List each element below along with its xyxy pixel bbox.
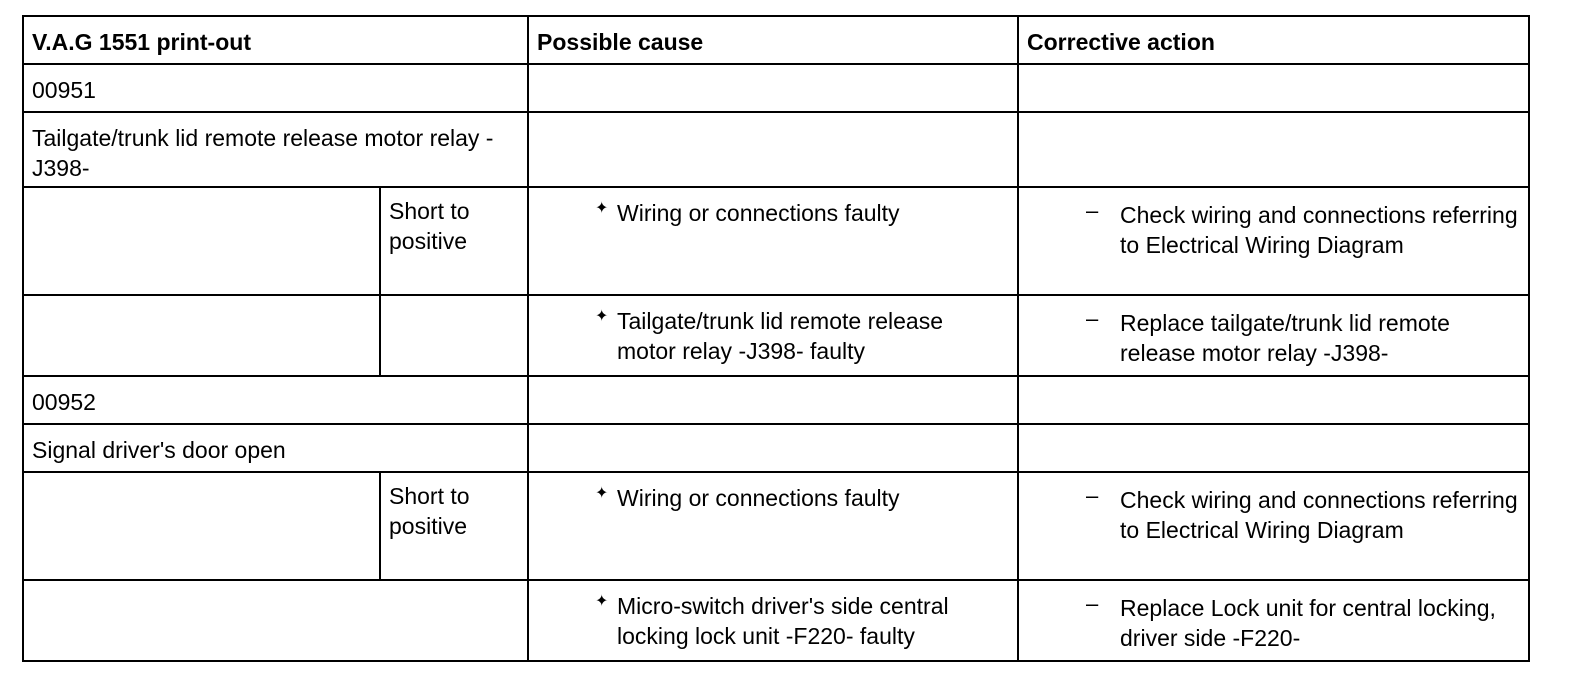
- possible-cause: [528, 580, 1018, 661]
- bullet-icon: ✦: [595, 485, 609, 502]
- table-row: [23, 64, 1529, 112]
- fault-code: 00951: [23, 64, 528, 112]
- cause-text: Tailgate/trunk lid remote release motor relay -J398- faulty: [617, 308, 944, 364]
- header-possible-cause: Possible cause: [528, 16, 1018, 64]
- corrective-action: [1018, 187, 1529, 295]
- dash-icon: –: [1086, 306, 1099, 331]
- fault-name: Signal driver's door open: [23, 424, 528, 472]
- action-text: Check wiring and connections referring to Electrical Wiring Diagram: [1120, 202, 1518, 258]
- empty-cell: [1018, 112, 1529, 187]
- action-text: Check wiring and connections referring to Electrical Wiring Diagram: [1120, 487, 1518, 543]
- possible-cause: [528, 295, 1018, 376]
- table-row: [23, 472, 1529, 580]
- corrective-action: [1018, 295, 1529, 376]
- empty-cell: [528, 424, 1018, 472]
- fault-name: Tailgate/trunk lid remote release motor relay -J398-: [23, 112, 528, 187]
- table-row: [23, 424, 1529, 472]
- corrective-action: [1018, 580, 1529, 661]
- possible-cause: [528, 187, 1018, 295]
- header-printout: V.A.G 1551 print-out: [23, 16, 528, 64]
- fault-code-table: [22, 15, 1530, 662]
- empty-cell: [23, 580, 528, 661]
- table-row: [23, 295, 1529, 376]
- bullet-icon: ✦: [595, 593, 609, 610]
- empty-cell: [23, 472, 380, 580]
- dash-icon: –: [1086, 483, 1099, 508]
- cause-text: Micro-switch driver's side central locking lock unit -F220- faulty: [617, 593, 949, 649]
- corrective-action: [1018, 472, 1529, 580]
- table-row: [23, 376, 1529, 424]
- empty-cell: [1018, 424, 1529, 472]
- empty-cell: [23, 187, 380, 295]
- bullet-icon: ✦: [595, 308, 609, 325]
- possible-cause: [528, 472, 1018, 580]
- dash-icon: –: [1086, 198, 1099, 223]
- table-header-row: [23, 16, 1529, 64]
- empty-cell: [23, 295, 380, 376]
- dash-icon: –: [1086, 591, 1099, 616]
- empty-cell: [528, 64, 1018, 112]
- action-text: Replace tailgate/trunk lid remote release motor relay -J398-: [1120, 310, 1450, 366]
- fault-type: Short to positive: [380, 472, 528, 580]
- fault-type: Short to positive: [380, 187, 528, 295]
- cause-text: Wiring or connections faulty: [617, 200, 900, 226]
- empty-cell: [1018, 376, 1529, 424]
- fault-code: 00952: [23, 376, 528, 424]
- empty-cell: [1018, 64, 1529, 112]
- empty-cell: [528, 112, 1018, 187]
- cause-text: Wiring or connections faulty: [617, 485, 900, 511]
- empty-cell: [528, 376, 1018, 424]
- action-text: Replace Lock unit for central locking, driver side -F220-: [1120, 595, 1496, 651]
- table-row: [23, 187, 1529, 295]
- empty-cell: [380, 295, 528, 376]
- bullet-icon: ✦: [595, 200, 609, 217]
- header-corrective-action: Corrective action: [1018, 16, 1529, 64]
- table-row: [23, 580, 1529, 661]
- table-row: [23, 112, 1529, 187]
